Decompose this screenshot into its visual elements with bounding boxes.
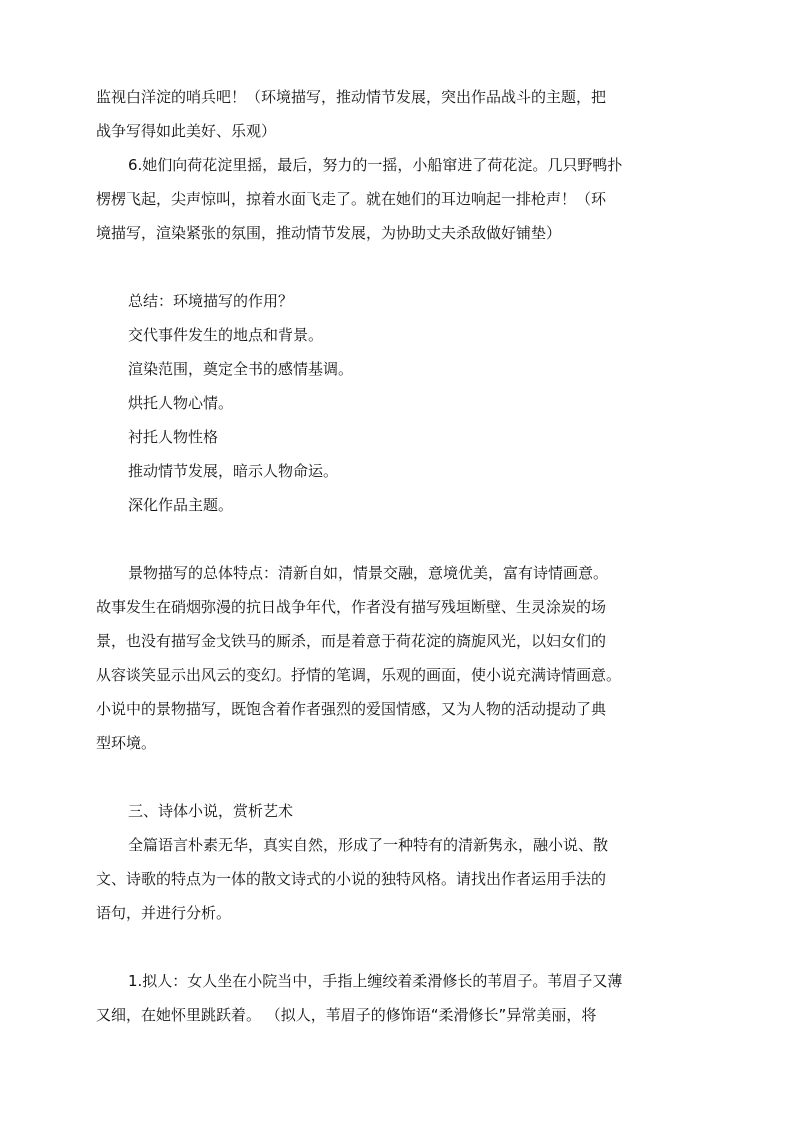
summary-item: 深化作品主题。 bbox=[128, 496, 234, 514]
section-heading: 三、诗体小说，赏析艺术 bbox=[128, 802, 294, 820]
paragraph-line: 文、诗歌的特点为一体的散文诗式的小说的独特风格。请找出作者运用手法的 bbox=[96, 870, 607, 888]
paragraph-line: 楞楞飞起，尖声惊叫，掠着水面飞走了。就在她们的耳边响起一排枪声！（环 bbox=[96, 190, 607, 208]
paragraph-line: 1.拟人：女人坐在小院当中，手指上缠绞着柔滑修长的苇眉子。苇眉子又薄 bbox=[128, 972, 623, 990]
paragraph-line: 又细，在她怀里跳跃着。 （拟人，苇眉子的修饰语“柔滑修长”异常美丽，将 bbox=[96, 1006, 597, 1024]
paragraph-line: 语句，并进行分析。 bbox=[96, 904, 232, 922]
paragraph-line: 全篇语言朴素无华，真实自然，形成了一种特有的清新隽永，融小说、散 bbox=[128, 836, 609, 854]
paragraph-line: 6.她们向荷花淀里摇，最后，努力的一摇，小船窜进了荷花淀。几只野鸭扑 bbox=[128, 156, 623, 174]
summary-item: 烘托人物心情。 bbox=[128, 394, 234, 412]
paragraph-line: 从容谈笑显示出风云的变幻。抒情的笔调，乐观的画面，使小说充满诗情画意。 bbox=[96, 666, 622, 684]
summary-item: 推动情节发展，暗示人物命运。 bbox=[128, 462, 339, 480]
summary-item: 衬托人物性格 bbox=[128, 428, 219, 446]
summary-item: 交代事件发生的地点和背景。 bbox=[128, 326, 324, 344]
paragraph-line: 小说中的景物描写，既饱含着作者强烈的爱国情感，又为人物的活动提动了典 bbox=[96, 700, 607, 718]
summary-item: 渲染范围，奠定全书的感情基调。 bbox=[128, 360, 354, 378]
summary-title: 总结：环境描写的作用？ bbox=[128, 292, 294, 310]
paragraph-line: 型环境。 bbox=[96, 734, 157, 752]
paragraph-line: 景物描写的总体特点：清新自如，情景交融，意境优美，富有诗情画意。 bbox=[128, 564, 609, 582]
paragraph-line: 景，也没有描写金戈铁马的厮杀，而是着意于荷花淀的旖旎风光，以妇女们的 bbox=[96, 632, 607, 650]
paragraph-line: 战争写得如此美好、乐观） bbox=[96, 122, 277, 140]
paragraph-line: 监视白洋淀的哨兵吧！（环境描写，推动情节发展，突出作品战斗的主题，把 bbox=[96, 88, 607, 106]
paragraph-line: 故事发生在硝烟弥漫的抗日战争年代，作者没有描写残垣断壁、生灵涂炭的场 bbox=[96, 598, 607, 616]
paragraph-line: 境描写，渲染紧张的氛围，推动情节发展，为协助丈夫杀敌做好铺垫） bbox=[96, 224, 562, 242]
